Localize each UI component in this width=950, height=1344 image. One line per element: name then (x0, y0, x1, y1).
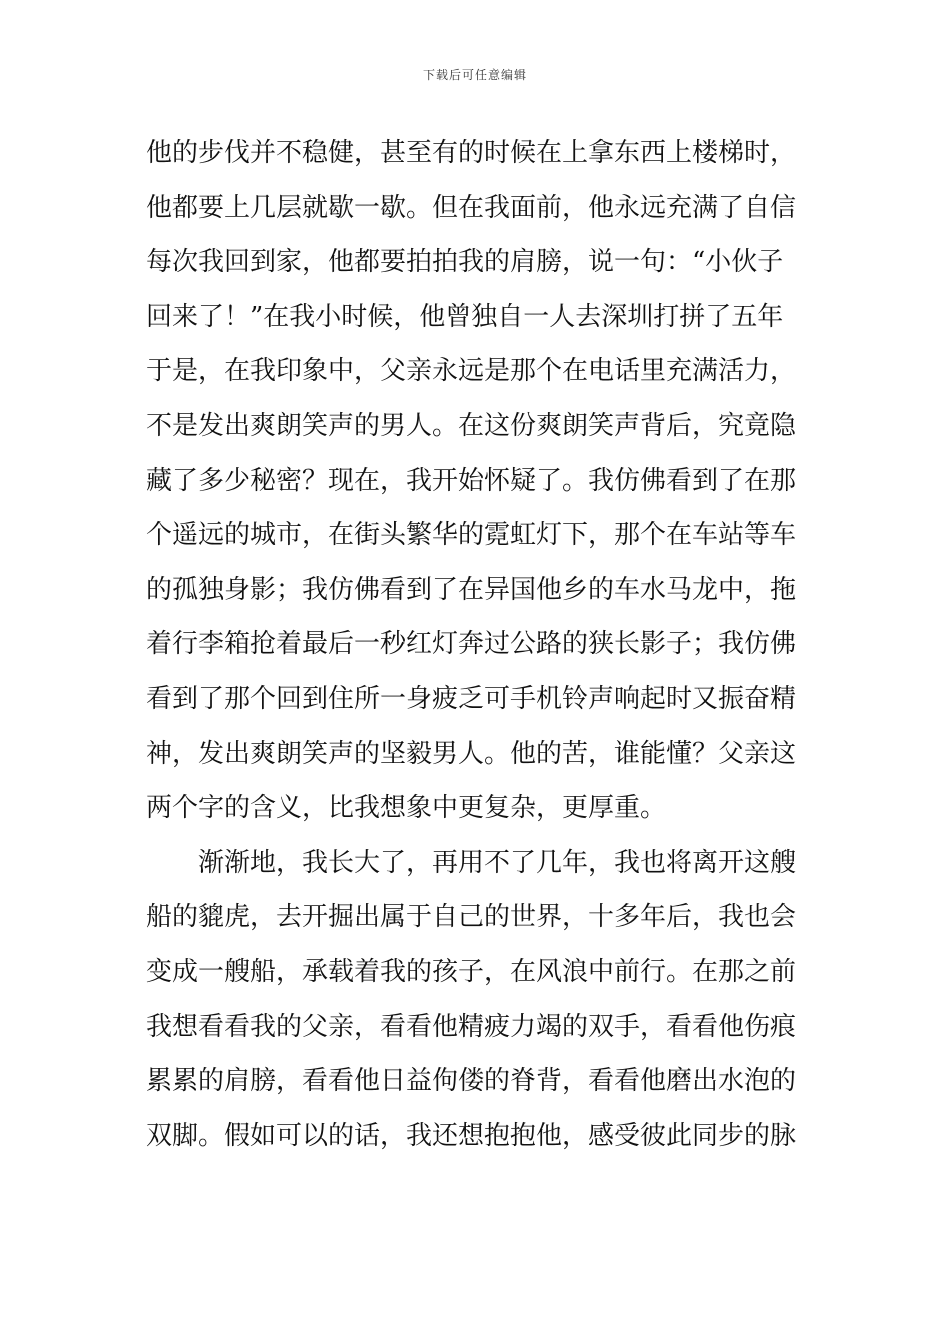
text-line: 每次我回到家，他都要拍拍我的肩膀，说一句：“小伙子 (146, 247, 784, 278)
text-line: 回来了！”在我小时候，他曾独自一人去深圳打拼了五年 (146, 301, 784, 332)
paragraph-first-line: 渐渐地，我长大了，再用不了几年，我也将离开这艘 (198, 847, 797, 878)
text-line: 于是，在我印象中，父亲永远是那个在电话里充满活力， (146, 356, 797, 387)
text-line: 不是发出爽朗笑声的男人。在这份爽朗笑声背后，究竟隐 (146, 410, 797, 441)
document-body (146, 126, 806, 1163)
text-line: 的孤独身影；我仿佛看到了在异国他乡的车水马龙中，拖 (146, 574, 797, 605)
text-line: 藏了多少秘密？现在，我开始怀疑了。我仿佛看到了在那 (146, 465, 797, 496)
text-line: 两个字的含义，比我想象中更复杂，更厚重。 (146, 793, 667, 824)
text-line: 船的貔虎，去开掘出属于自己的世界，十多年后，我也会 (146, 902, 797, 933)
text-line: 着行李箱抢着最后一秒红灯奔过公路的狭长影子；我仿佛 (146, 629, 797, 660)
text-line: 个遥远的城市，在街头繁华的霓虹灯下，那个在车站等车 (146, 520, 797, 551)
page-header: 下载后可任意编辑 (422, 68, 527, 82)
text-line: 我想看看我的父亲，看看他精疲力竭的双手，看看他伤痕 (146, 1011, 797, 1042)
text-line: 累累的肩膀，看看他日益佝偻的脊背，看看他磨出水泡的 (146, 1066, 797, 1097)
text-line: 看到了那个回到住所一身疲乏可手机铃声响起时又振奋精 (146, 683, 797, 714)
text-line: 神，发出爽朗笑声的坚毅男人。他的苦，谁能懂？父亲这 (146, 738, 797, 769)
text-line: 他的步伐并不稳健，甚至有的时候在上拿东西上楼梯时， (146, 138, 797, 168)
text-line: 变成一艘船，承载着我的孩子，在风浪中前行。在那之前 (146, 956, 797, 987)
text-line: 双脚。假如可以的话，我还想抱抱他，感受彼此同步的脉 (146, 1120, 797, 1151)
text-line: 他都要上几层就歇一歇。但在我面前，他永远充满了自信 (146, 192, 797, 223)
